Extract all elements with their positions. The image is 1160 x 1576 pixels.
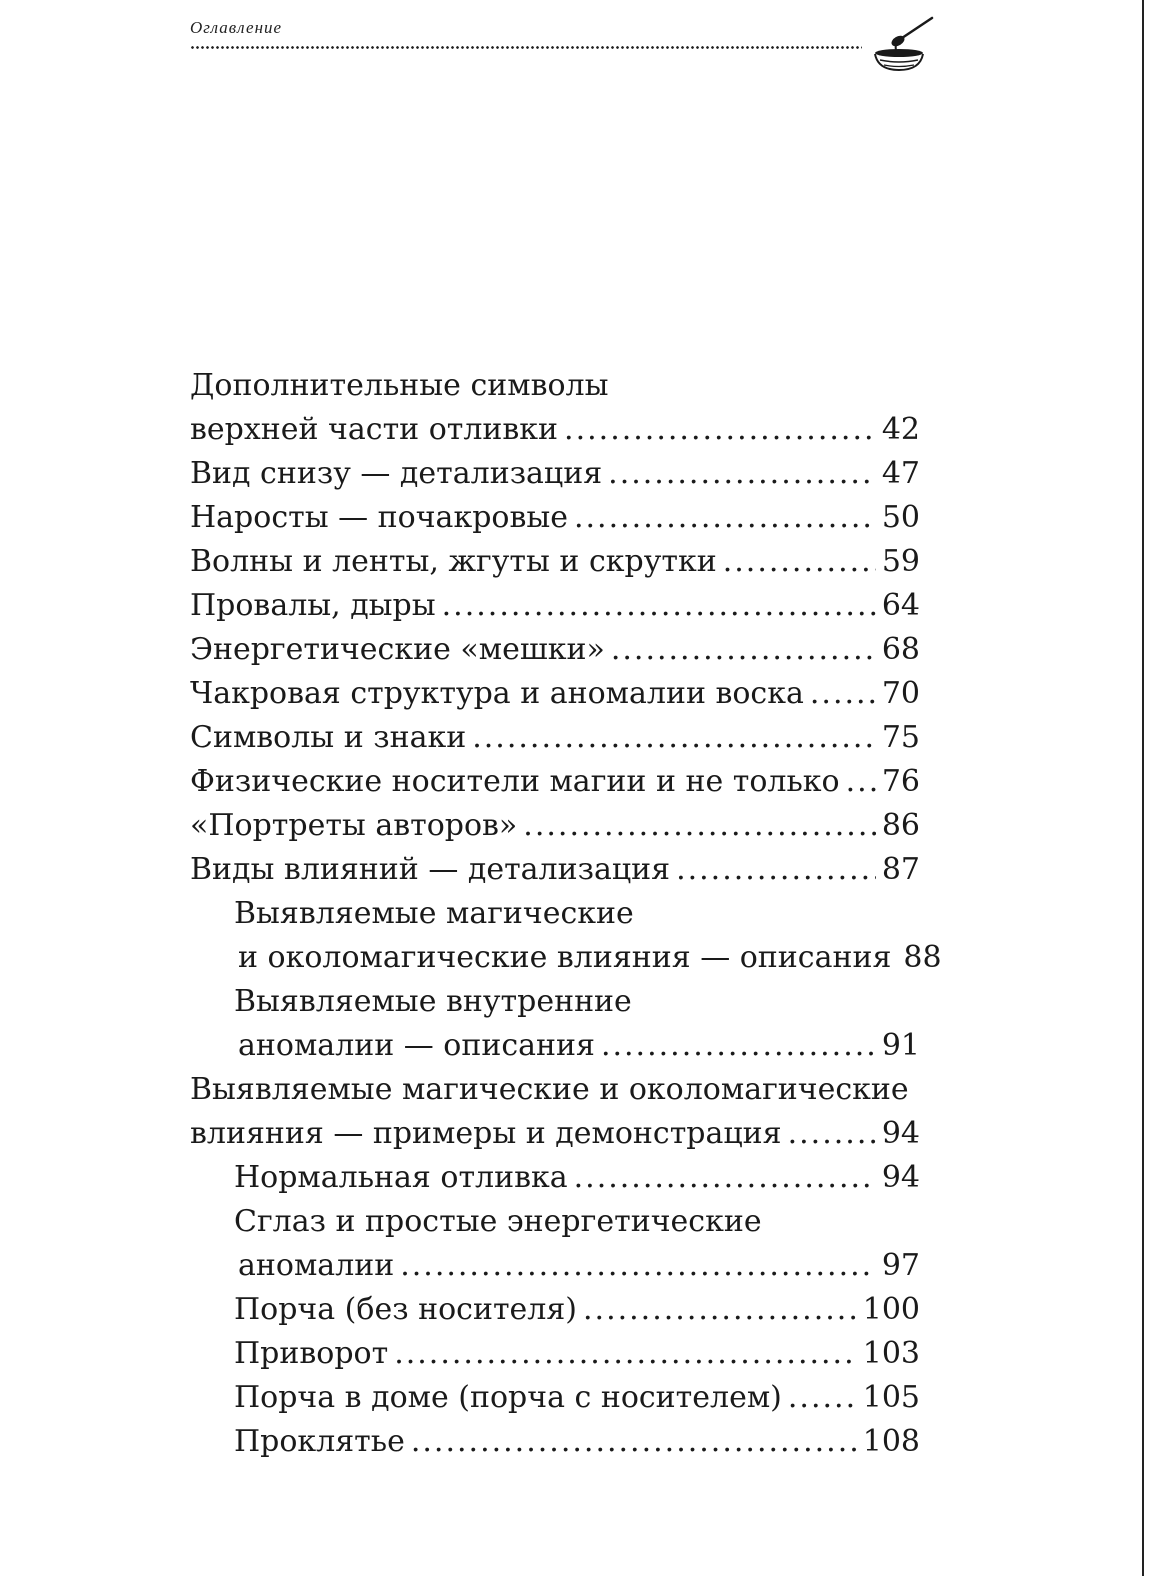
toc-entry-title: Порча (без носителя) xyxy=(234,1292,577,1327)
toc-entry[interactable] xyxy=(190,584,920,628)
dot-leader xyxy=(608,452,876,496)
toc-entry[interactable] xyxy=(190,364,920,452)
dot-leader xyxy=(394,1332,857,1376)
toc-entry-row xyxy=(234,1332,920,1376)
toc-entry-title: Провалы, дыры xyxy=(190,588,436,623)
toc-entry-title: «Портреты авторов» xyxy=(190,808,518,843)
toc-entry-title: Порча в доме (порча с носителем) xyxy=(234,1380,782,1415)
toc-entry-row xyxy=(190,452,920,496)
toc-entry-title-line: Выявляемые магические xyxy=(234,896,634,931)
toc-entry[interactable] xyxy=(190,1332,920,1376)
toc-entry-title: Энергетические «мешки» xyxy=(190,632,605,667)
toc-entry[interactable] xyxy=(190,1068,920,1156)
toc-entry-row xyxy=(234,936,942,980)
toc-page-number: 94 xyxy=(881,1116,920,1151)
toc-entry-row xyxy=(190,804,920,848)
toc-entry-row xyxy=(190,408,920,452)
toc-page-number: 105 xyxy=(862,1380,920,1415)
toc-entry-row xyxy=(190,760,920,804)
toc-entry-row xyxy=(190,672,920,716)
toc-entry-title: аномалии — описания xyxy=(238,1028,595,1063)
toc-page-number: 97 xyxy=(881,1248,920,1283)
toc-page-number: 88 xyxy=(903,940,942,975)
header-dotted-rule xyxy=(190,46,862,49)
toc-entry[interactable] xyxy=(190,980,920,1068)
toc-page-number: 91 xyxy=(881,1028,920,1063)
toc-entry-row xyxy=(234,1244,920,1288)
toc-entry[interactable] xyxy=(190,848,920,892)
toc-entry-title-line: Дополнительные символы xyxy=(190,368,609,403)
toc-entry[interactable] xyxy=(190,628,920,672)
toc-entry[interactable] xyxy=(190,804,920,848)
dot-leader xyxy=(788,1112,876,1156)
toc-page-number: 86 xyxy=(881,808,920,843)
toc-entry-title: Волны и ленты, жгуты и скрутки xyxy=(190,544,717,579)
toc-page-number: 68 xyxy=(881,632,920,667)
toc-entry-title: Нормальная отливка xyxy=(234,1160,568,1195)
toc-entry-row xyxy=(190,628,920,672)
dot-leader xyxy=(846,760,876,804)
dot-leader xyxy=(611,628,876,672)
toc-entry-row xyxy=(190,848,920,892)
toc-entry-title: влияния — примеры и демонстрация xyxy=(190,1116,782,1151)
toc-entry-row xyxy=(234,1156,920,1200)
toc-entry-row xyxy=(190,584,920,628)
toc-entry-title: Наросты — почакровые xyxy=(190,500,568,535)
toc-entry-row xyxy=(190,540,920,584)
toc-entry-title: Чакровая структура и аномалии воска xyxy=(190,676,804,711)
toc-page-number: 100 xyxy=(862,1292,920,1327)
toc-page-number: 94 xyxy=(881,1160,920,1195)
toc-entry-title: Проклятье xyxy=(234,1424,405,1459)
toc-entry-title: Физические носители магии и не только xyxy=(190,764,840,799)
toc-entry[interactable] xyxy=(190,1420,920,1464)
toc-page-number: 76 xyxy=(881,764,920,799)
toc-entry-title: аномалии xyxy=(238,1248,395,1283)
bowl-spoon-icon xyxy=(872,14,934,72)
toc-page-number: 64 xyxy=(881,588,920,623)
dot-leader xyxy=(788,1376,857,1420)
toc-entry[interactable] xyxy=(190,760,920,804)
toc-page-number: 108 xyxy=(862,1424,920,1459)
table-of-contents xyxy=(190,364,942,1464)
toc-page-number: 75 xyxy=(881,720,920,755)
toc-entry-row xyxy=(190,1112,920,1156)
toc-entry-title: и околомагические влияния — описания xyxy=(238,940,892,975)
toc-entry-row xyxy=(190,716,920,760)
toc-entry-row xyxy=(234,1024,920,1068)
dot-leader xyxy=(442,584,876,628)
toc-page-number: 70 xyxy=(881,676,920,711)
toc-entry[interactable] xyxy=(190,672,920,716)
toc-entry[interactable] xyxy=(190,1156,920,1200)
page-edge-line xyxy=(1142,0,1144,1576)
toc-entry[interactable] xyxy=(190,540,920,584)
toc-entry-row xyxy=(190,496,920,540)
toc-page-number: 50 xyxy=(881,500,920,535)
toc-entry-row xyxy=(234,1420,920,1464)
toc-entry-title: Вид снизу — детализация xyxy=(190,456,603,491)
dot-leader xyxy=(523,804,876,848)
dot-leader xyxy=(810,672,876,716)
toc-page-number: 87 xyxy=(881,852,920,887)
toc-page-number: 42 xyxy=(881,412,920,447)
dot-leader xyxy=(583,1288,857,1332)
dot-leader xyxy=(564,408,876,452)
toc-entry-title-line: Выявляемые внутренние xyxy=(234,984,632,1019)
toc-entry[interactable] xyxy=(190,892,942,980)
dot-leader xyxy=(574,1156,876,1200)
dot-leader xyxy=(601,1024,876,1068)
toc-entry-row xyxy=(234,1288,920,1332)
toc-entry-row xyxy=(234,1376,920,1420)
toc-entry-title: верхней части отливки xyxy=(190,412,559,447)
toc-entry[interactable] xyxy=(190,496,920,540)
toc-page-number: 103 xyxy=(862,1336,920,1371)
dot-leader xyxy=(723,540,876,584)
toc-entry[interactable] xyxy=(190,1200,920,1288)
running-head-title: Оглавление xyxy=(190,18,283,37)
toc-entry[interactable] xyxy=(190,452,920,496)
dot-leader xyxy=(676,848,876,892)
toc-entry-title-line: Сглаз и простые энергетические xyxy=(234,1204,762,1239)
toc-entry-title-line: Выявляемые магические и околомагические xyxy=(190,1072,909,1107)
toc-entry-title: Приворот xyxy=(234,1336,389,1371)
toc-page-number: 47 xyxy=(881,456,920,491)
toc-entry[interactable] xyxy=(190,716,920,760)
toc-entry[interactable] xyxy=(190,1376,920,1420)
toc-page-number: 59 xyxy=(881,544,920,579)
dot-leader xyxy=(411,1420,857,1464)
toc-entry-title: Виды влияний — детализация xyxy=(190,852,671,887)
toc-entry-title: Символы и знаки xyxy=(190,720,467,755)
dot-leader xyxy=(400,1244,876,1288)
dot-leader xyxy=(574,496,876,540)
dot-leader xyxy=(472,716,876,760)
toc-entry[interactable] xyxy=(190,1288,920,1332)
